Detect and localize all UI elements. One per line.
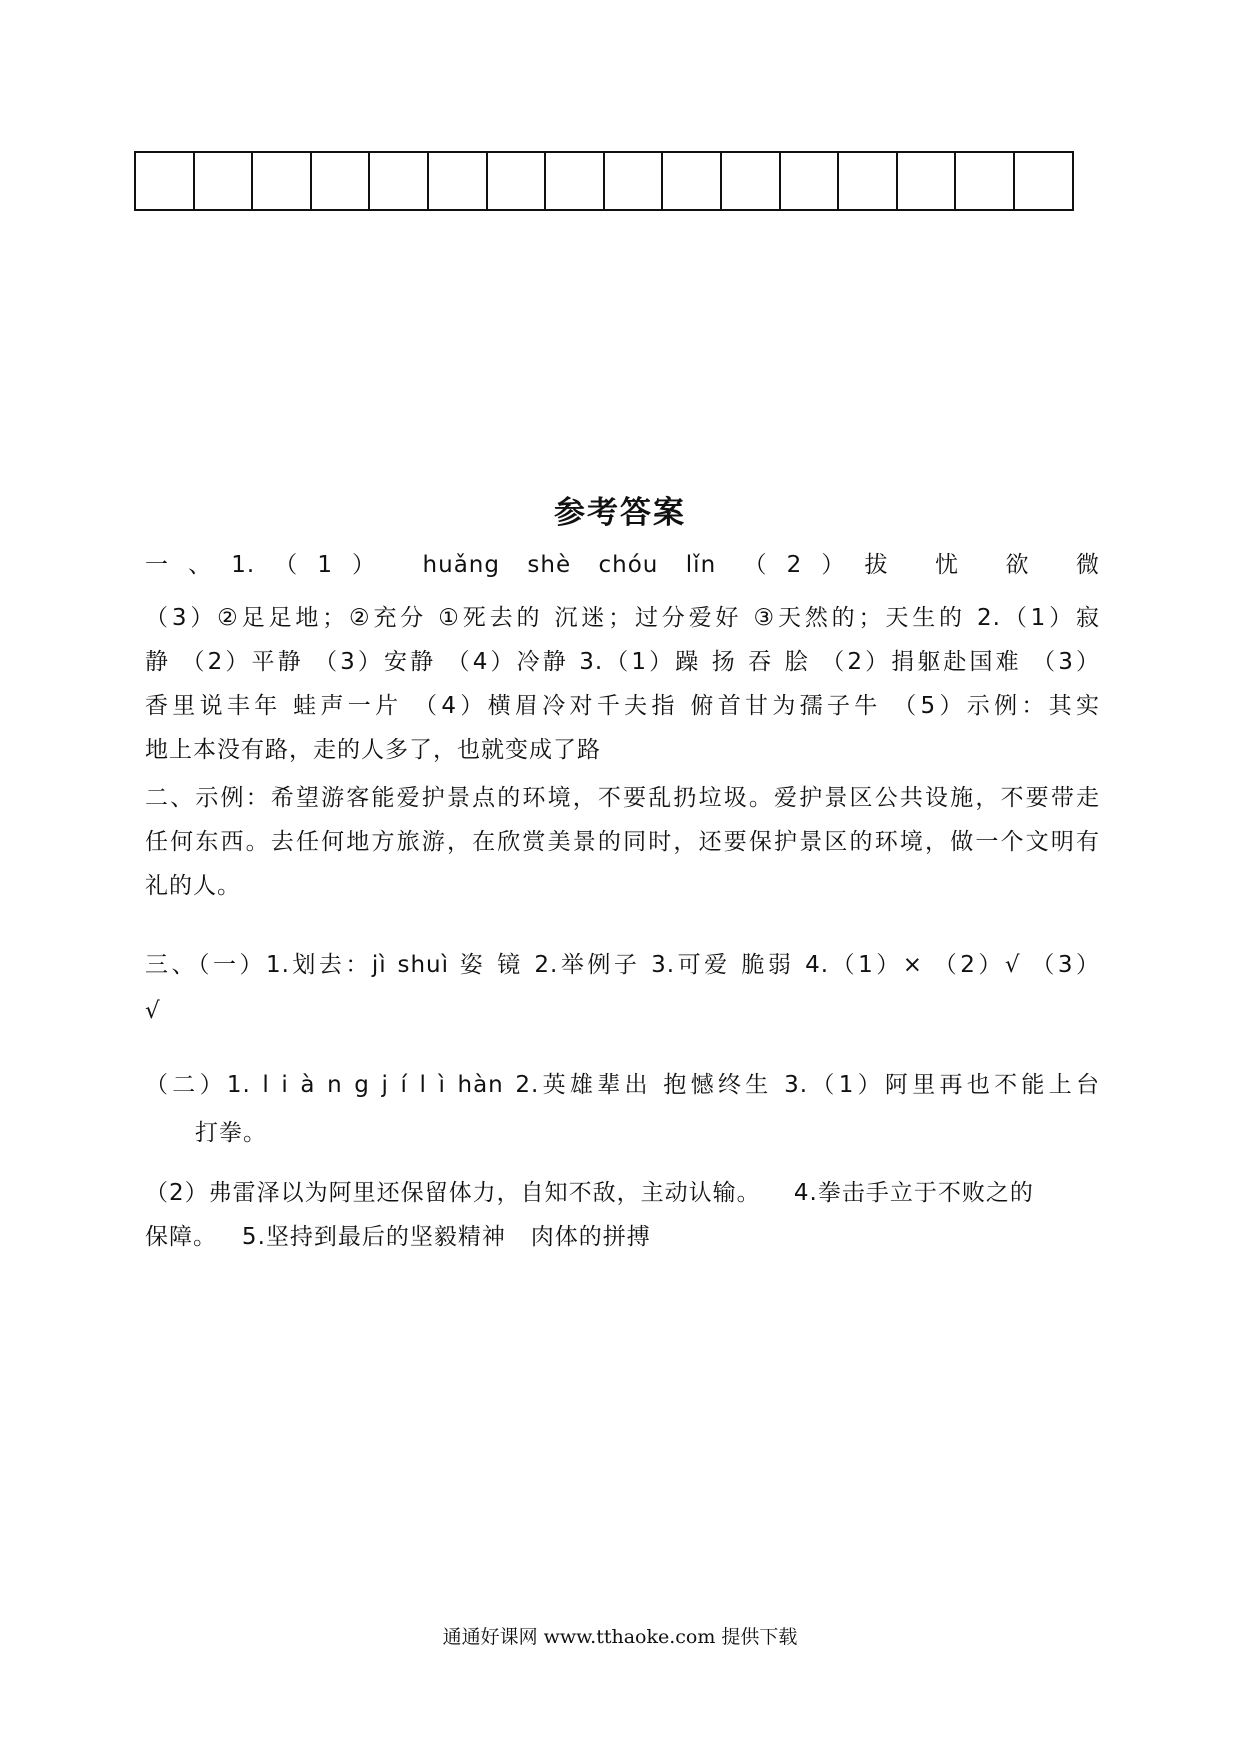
grid-cell <box>605 153 664 209</box>
grid-cell <box>722 153 781 209</box>
answer-line: 一、1.（1） huǎng shè chóu lǐn （2）拔 忧 欲 微 <box>145 552 1100 578</box>
answer-line: 打拳。 <box>195 1120 267 1146</box>
answer-line: 任何东西。去任何地方旅游，在欣赏美景的同时，还要保护景区的环境，做一个文明有 <box>145 829 1100 855</box>
answer-line: 静 （2）平静 （3）安静 （4）冷静 3.（1）躁 扬 吞 脍 （2）捐躯赴国难 （3） <box>145 649 1100 675</box>
page-title: 参考答案 <box>554 495 686 531</box>
grid-cell <box>136 153 195 209</box>
grid-cell <box>312 153 371 209</box>
grid-cell <box>956 153 1015 209</box>
footer-credit: 通通好课网 www.tthaoke.com 提供下载 <box>442 1626 798 1648</box>
answer-line: √ <box>145 998 161 1024</box>
grid-cell <box>898 153 957 209</box>
grid-cell <box>663 153 722 209</box>
answer-line: 二、示例：希望游客能爱护景点的环境，不要乱扔垃圾。爱护景区公共设施，不要带走 <box>145 785 1100 811</box>
answer-line: （2）弗雷泽以为阿里还保留体力，自知不敌，主动认输。 4.拳击手立于不败之的 <box>145 1180 1034 1206</box>
grid-cell <box>370 153 429 209</box>
answer-line: 香里说丰年 蛙声一片 （4）横眉冷对千夫指 俯首甘为孺子牛 （5）示例：其实 <box>145 693 1100 719</box>
grid-cell <box>1015 153 1074 209</box>
answer-line: 地上本没有路，走的人多了，也就变成了路 <box>145 737 601 763</box>
grid-cell <box>429 153 488 209</box>
answer-line: 保障。 5.坚持到最后的坚毅精神 肉体的拼搏 <box>145 1224 651 1250</box>
grid-cell <box>839 153 898 209</box>
grid-cell <box>781 153 840 209</box>
grid-cell <box>195 153 254 209</box>
grid-cell <box>546 153 605 209</box>
answer-line: （二）1. l i à n g j í l ì hàn 2.英雄辈出 抱憾终生 3.（1）阿里再也不能上台 <box>145 1072 1100 1098</box>
answer-line: 礼的人。 <box>145 873 241 899</box>
answer-grid <box>134 151 1074 211</box>
grid-cell <box>488 153 547 209</box>
answer-line: 三、（一）1.划去：jì shuì 姿 镜 2.举例子 3.可爱 脆弱 4.（1）× （2）√ （3） <box>145 952 1100 978</box>
grid-cell <box>253 153 312 209</box>
answer-line: （3）②足足地；②充分 ①死去的 沉迷；过分爱好 ③天然的；天生的 2.（1）寂 <box>145 605 1100 631</box>
